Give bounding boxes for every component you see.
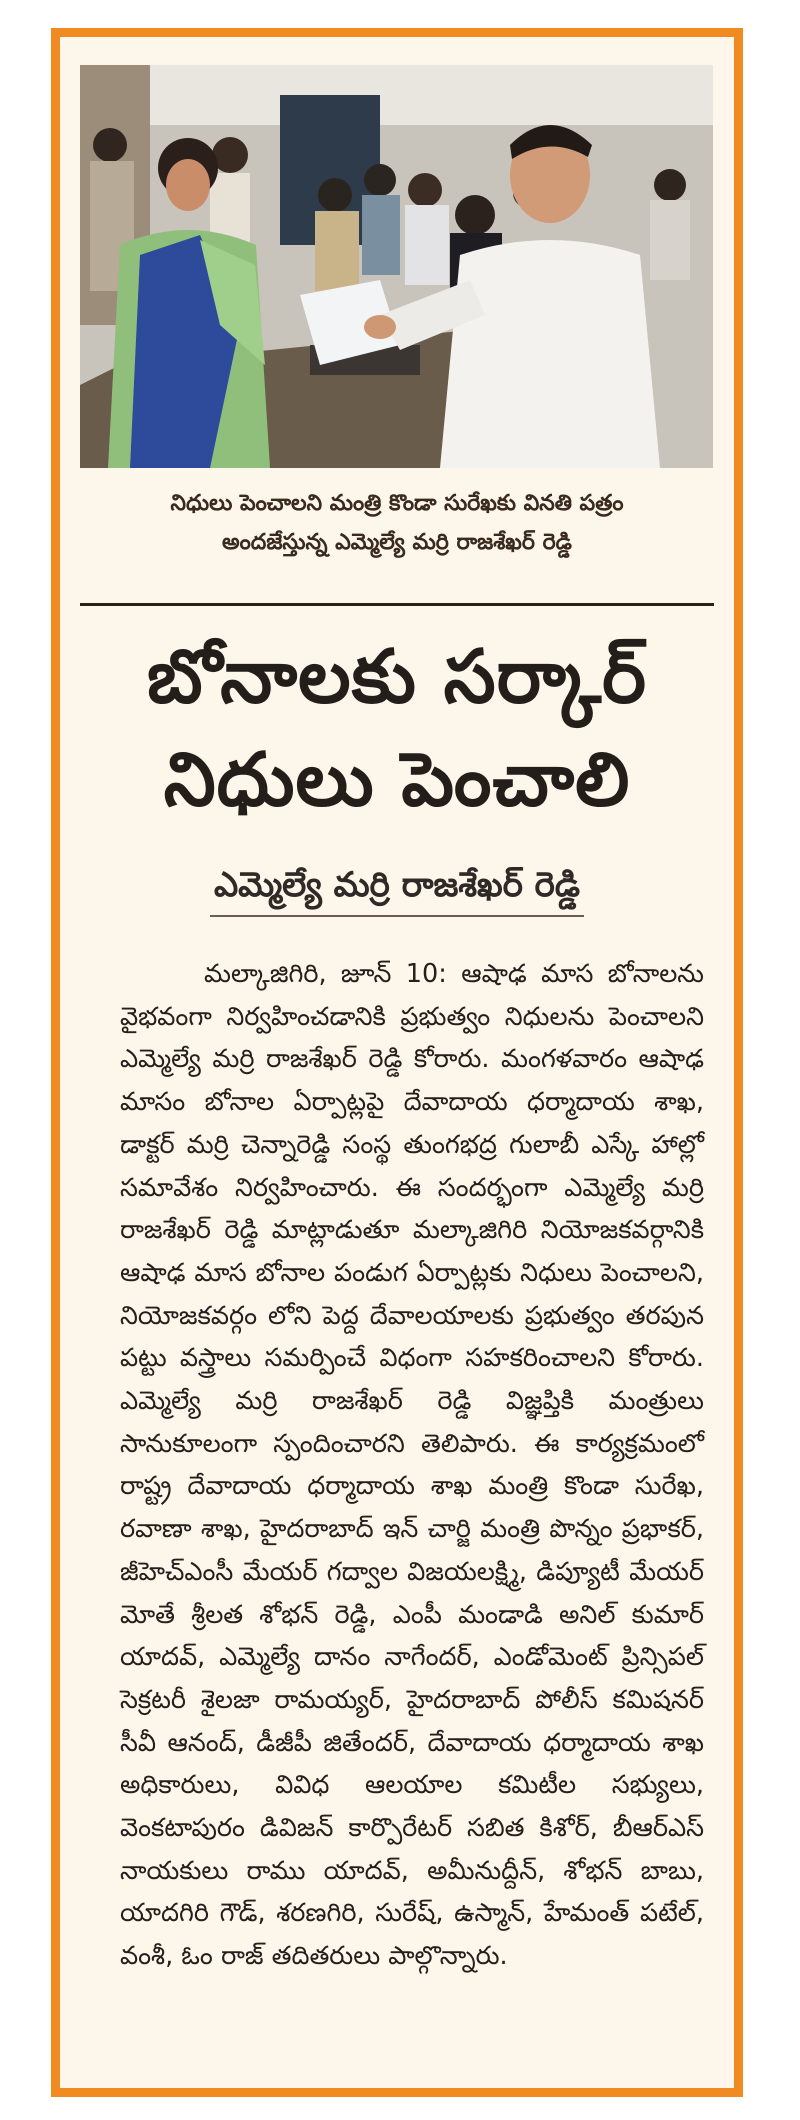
news-photo <box>80 65 713 468</box>
divider <box>80 603 714 606</box>
body-paragraph: మల్కాజిగిరి, జూన్ 10: ఆషాఢ మాస బోనాలను వైభవంగా నిర్వహించడానికి ప్రభుత్వం నిధులను పెంచాలని ఎమ్మెల్యే మర్రి రాజశేఖర్ రెడ్డి కోరారు. మంగళవారం ఆషాఢ మాసం బోనాల ఏర్పాట్లపై దేవాదాయ ధర్మాదాయ శాఖ, డాక్టర్ మర్రి చెన్నారెడ్డి సంస్థ తుంగభద్ర గులాబీ ఎస్కే హాల్లో సమావేశం నిర్వహించారు. ఈ సందర్భంగా ఎమ్మెల్యే మర్రి రాజశేఖర్ రెడ్డి మాట్లాడుతూ మల్కాజిగిరి నియోజకవర్గానికి ఆషాఢ మాస బోనాల పండుగ ఏర్పాట్లకు నిధులు పెంచాలని, నియోజకవర్గం లోని పెద్ద దేవాలయాలకు ప్రభుత్వం తరపున పట్టు వస్త్రాలు సమర్పించే విధంగా సహకరించాలని కోరారు. ఎమ్మెల్యే మర్రి రాజశేఖర్ రెడ్డి విజ్ఞప్తికి మంత్రులు సానుకూలంగా స్పందించారని తెలిపారు. ఈ కార్యక్రమంలో రాష్ట్ర దేవాదాయ ధర్మాదాయ శాఖ మంత్రి కొండా సురేఖ, రవాణా శాఖ, హైదరాబాద్ ఇన్ చార్జి మంత్రి పొన్నం ప్రభాకర్, జీహెచ్ఎంసీ మేయర్ గద్వాల విజయలక్ష్మి, డిప్యూటీ మేయర్ మోతే శ్రీలత శోభన్ రెడ్డి, ఎంపీ మండాడి అనిల్ కుమార్ యాదవ్, ఎమ్మెల్యే దానం నాగేందర్, ఎండోమెంట్ ప్రిన్సిపల్ సెక్రటరీ శైలజా రామయ్యర్, హైదరాబాద్ పోలీస్ కమిషనర్ సీవీ ఆనంద్, డీజీపీ జితేందర్, దేవాదాయ ధర్మాదాయ శాఖ అధికారులు, వివిధ ఆలయాల కమిటీల సభ్యులు, వెంకటాపురం డివిజన్ కార్పొరేటర్ సబిత కిశోర్, బీఆర్ఎస్ నాయకులు రాము యాదవ్, అమీనుద్దీన్, శోభన్ బాబు, యాదగిరి గౌడ్, శరణగిరి, సురేష్, ఉస్మాన్, హేమంత్ పటేల్, వంశీ, ఓం రాజ్ తదితరులు పాల్గొన్నారు. <box>120 959 704 1972</box>
headline-line-1: బోనాలకు సర్కార్ <box>146 634 648 720</box>
caption-line-1: నిధులు పెంచాలని మంత్రి కొండా సురేఖకు వినతి పత్రం <box>170 491 624 516</box>
caption-line-2: అందజేస్తున్న ఎమ్మెల్యే మర్రి రాజశేఖర్ రెడ్డి <box>222 530 572 555</box>
photo-illustration <box>80 65 713 468</box>
headline <box>60 626 734 832</box>
headline-line-2: నిధులు పెంచాలి <box>163 737 631 823</box>
photo-caption <box>60 484 734 562</box>
news-clipping <box>51 28 743 2097</box>
subheadline: ఎమ్మెల్యే మర్రి రాజశేఖర్ రెడ్డి <box>210 859 584 917</box>
article-body <box>120 953 704 1978</box>
